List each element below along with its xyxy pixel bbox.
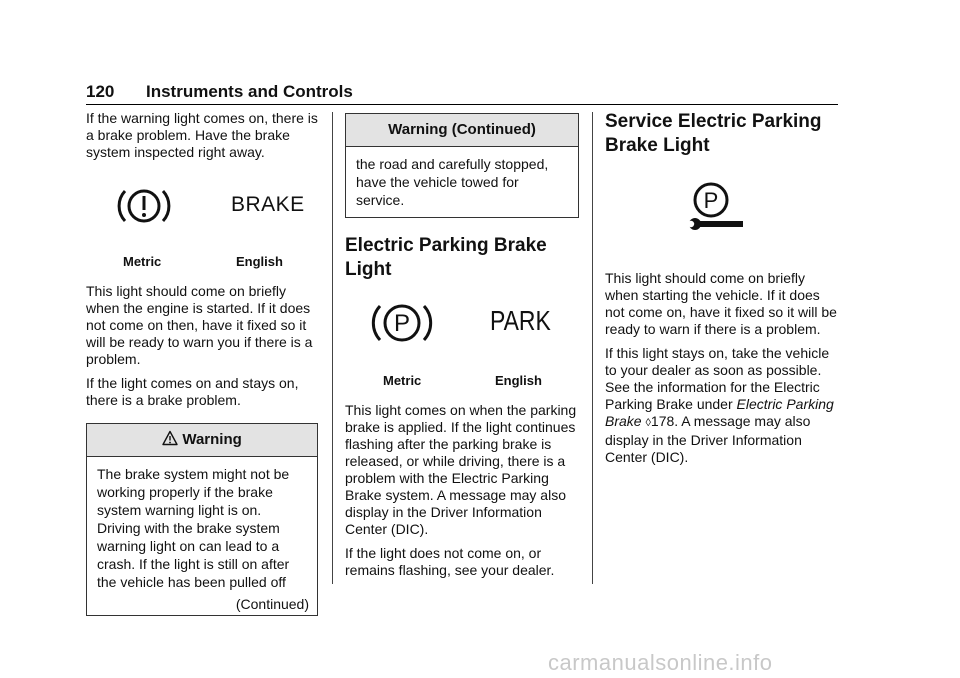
brake-intro-text: If the warning light comes on, there is a brake problem. Have the brake system inspected right away. <box>86 110 318 160</box>
park-brake-icon <box>370 298 434 348</box>
warning-title: Warning <box>182 431 242 448</box>
caption-metric: Metric <box>123 254 162 269</box>
warning-continued-body: the road and carefully stopped, have the vehicle towed for service. <box>356 156 549 208</box>
service-para-2 <box>605 345 840 466</box>
caption-english: English <box>236 254 283 269</box>
column-1 <box>86 110 320 616</box>
brake-para-1: This light should come on briefly when the engine is started. If it does not come on then, have it fixed so it will be ready to warn you if there is a problem. <box>86 283 313 367</box>
brake-warning-icon <box>116 184 172 228</box>
service-para-1: This light should come on briefly when starting the vehicle. If it does not come on, have it fixed so it will be ready to warn if there is a problem. <box>605 270 837 337</box>
service-para-2-start: If this light stays on, take the vehicle to your dealer as soon as possible. See the information for the Electric Parking Brake under <box>605 345 830 412</box>
page-header <box>86 82 838 105</box>
svg-text:P: P <box>393 310 411 337</box>
warning-triangle-icon <box>162 430 178 446</box>
svg-text:P: P <box>703 188 719 213</box>
epb-para-1: This light comes on when the parking brake is applied. If the light continues flashing after the parking brake is released, or while driving, there is a problem with the Electric Parking Brake system. A message may also display in the Driver Information Center (DIC). <box>345 402 577 537</box>
section-title: Instruments and Controls <box>146 82 353 101</box>
column-divider-2 <box>592 112 593 584</box>
warning-body: The brake system might not be working properly if the brake system warning light is on. Driving with the brake system warning light on can lead to a crash. If the light is still on after the vehicle has been pulled off <box>97 466 290 590</box>
continued-label: (Continued) <box>235 596 309 612</box>
service-epb-heading: Service Electric Parking Brake Light <box>605 111 822 156</box>
warning-continued-box <box>345 113 579 218</box>
brake-word-icon: BRAKE <box>231 193 305 216</box>
watermark-text: carmanualsonline.info <box>548 650 773 675</box>
service-epb-icon-area <box>605 180 840 270</box>
column-2 <box>345 113 579 586</box>
service-para-2-end: . A message may also display in the Driver Information Center (DIC). <box>605 413 811 465</box>
warning-box-header <box>87 424 317 457</box>
warning-continued-header: Warning (Continued) <box>346 114 578 147</box>
epb-icons <box>345 294 579 402</box>
epb-heading: Electric Parking Brake Light <box>345 235 547 280</box>
service-park-brake-icon <box>685 180 747 236</box>
park-word-icon: PARK <box>490 305 551 336</box>
caption-english-2: English <box>495 373 542 388</box>
brake-warning-icons <box>86 179 320 283</box>
epb-para-2: If the light does not come on, or remains flashing, see your dealer. <box>345 545 555 578</box>
caption-metric-2: Metric <box>383 373 422 388</box>
page-ref-number[interactable]: 178 <box>650 413 675 429</box>
column-3 <box>605 110 840 473</box>
page-number: 120 <box>86 82 115 101</box>
electric-parking-brake-link[interactable]: Electric Parking Brake <box>605 396 834 429</box>
column-divider-1 <box>332 112 333 584</box>
page-ref-icon: ◊ <box>645 417 651 429</box>
brake-para-2: If the light comes on and stays on, there is a brake problem. <box>86 375 299 408</box>
warning-box <box>86 423 318 616</box>
